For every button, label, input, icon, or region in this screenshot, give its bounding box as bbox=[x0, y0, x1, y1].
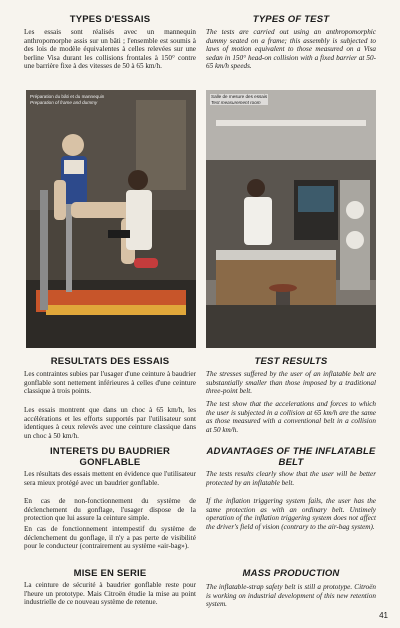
heading-types-of-test: TYPES OF TEST bbox=[252, 14, 330, 25]
heading-interets: INTERETS DU BAUDRIER GONFLABLE bbox=[49, 446, 171, 468]
heading-mise-en-serie: MISE EN SERIE bbox=[73, 568, 147, 579]
adv-p2: If the inflation triggering system fails, the user has the same protection as with an ordinary belt. Untimely operation of the inflation triggering system does not affect the driver's field of vision (contrary to the air-bag system). bbox=[206, 497, 376, 531]
serie-p1: La ceinture de sécurité à baudrier gonflable reste pour l'heure un prototype. Mais Citroën étudie la mise au point industrielle de ce nouveau système de retenue. bbox=[24, 581, 196, 607]
measurement-room-photo bbox=[206, 90, 376, 348]
measurement-room-illustration bbox=[206, 90, 376, 348]
heading-test-results: TEST RESULTS bbox=[254, 356, 328, 367]
interets-p1: Les résultats des essais mettent en évidence que l'utilisateur sera mieux protégé avec un baudrier gonflable. bbox=[24, 470, 196, 487]
caption-fr: Préparation du bâti et du mannequin bbox=[30, 94, 105, 99]
caption-en: Preparation of frame and dummy bbox=[30, 99, 98, 105]
heading-mass-production: MASS PRODUCTION bbox=[242, 568, 340, 579]
results-fr-p1: Les contraintes subies par l'usager d'une ceinture à baudrier gonflable sont nettement inférieures à celles d'une ceinture classique à trois points. bbox=[24, 370, 196, 396]
heading-resultats: RESULTATS DES ESSAIS bbox=[50, 356, 170, 367]
adv-p1: The tests results clearly show that the user will be better protected by an inflatable belt. bbox=[206, 470, 376, 487]
intro-paragraph-en: The tests are carried out using an anthropomorphic dummy seated on a frame; this assembly is subjected to laws of motion equivalent to those measured on a Visa sedan in 150° head-on collision with a fixed barrier at 50-65 km/h speeds. bbox=[206, 28, 376, 71]
dummy-frame-photo bbox=[26, 90, 196, 348]
interets-p3: En cas de fonctionnement intempestif du système de déclenchement du gonflage, il n'y a pas perte de visibilité pour le conducteur (contrairement au système «air-bag»). bbox=[24, 525, 196, 551]
results-en-p2: The test show that the accelerations and forces to which the user is subjected in a collision at 65 km/h are the same as those measured with a conventional belt in a collision at 50 km/h. bbox=[206, 400, 376, 434]
heading-advantages: ADVANTAGES OF THE INFLATABLE BELT bbox=[206, 446, 376, 468]
results-fr-p2: Les essais montrent que dans un choc à 65 km/h, les accélérations et les efforts supportés par l'utilisateur sont identiques à ceux relevés avec une ceinture classique dans un choc à 50 km/h. bbox=[24, 406, 196, 440]
page-number: 41 bbox=[379, 611, 388, 620]
interets-p2: En cas de non-fonctionnement du système de déclenchement du gonflage, l'usager dispose de la protection que lui assure la ceinture simple. bbox=[24, 497, 196, 523]
caption-en-room: Test measurement room bbox=[211, 99, 261, 105]
intro-paragraph-fr: Les essais sont réalisés avec un mannequin anthropomorphe assis sur un bâti ; l'ensemble est soumis à des lois de modèle équivalentes à celles relevées sur une berline Visa durant les collisions frontales à 150° contre une barrière fixe à des vitesses de 50 à 65 km/h. bbox=[24, 28, 196, 71]
heading-types-essais: TYPES D'ESSAIS bbox=[69, 14, 151, 25]
mass-p1: The inflatable-strap safety belt is still a prototype. Citroën is working on industrial development of this new retention system. bbox=[206, 583, 376, 609]
results-en-p1: The stresses suffered by the user of an inflatable belt are substantially smaller than those imposed by a traditional three-point belt. bbox=[206, 370, 376, 396]
caption-fr-room: Salle de mesure des essais bbox=[211, 94, 268, 99]
photo-caption-frame bbox=[30, 94, 104, 105]
photo-caption-room bbox=[210, 94, 268, 105]
dummy-frame-illustration bbox=[26, 90, 196, 348]
